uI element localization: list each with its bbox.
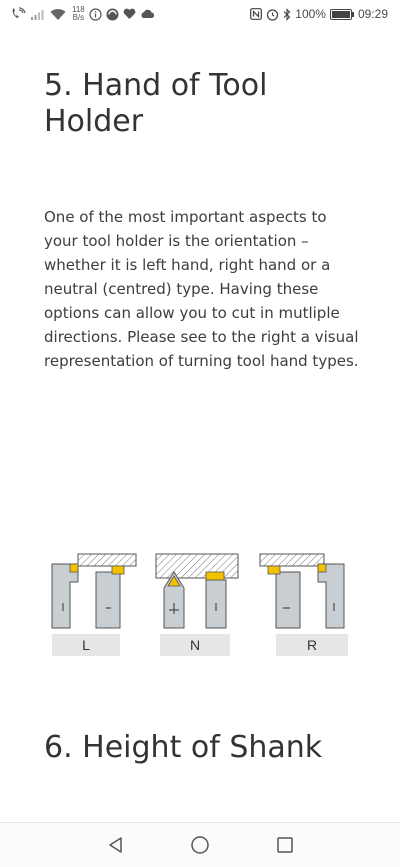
recents-icon[interactable] bbox=[275, 835, 295, 855]
browser-icon bbox=[106, 8, 119, 21]
cloud-icon bbox=[140, 9, 155, 19]
wifi-calling-icon bbox=[10, 7, 26, 21]
bluetooth-icon bbox=[283, 8, 291, 21]
network-speed: 118 B/s bbox=[72, 5, 85, 22]
label-neutral: N bbox=[160, 634, 230, 656]
alarm-icon bbox=[266, 8, 279, 21]
battery-percent: 100% bbox=[295, 7, 326, 21]
heart-icon bbox=[123, 8, 136, 20]
label-right-hand: R bbox=[276, 634, 348, 656]
neutral-tool-illustration bbox=[156, 554, 238, 628]
wifi-icon bbox=[50, 8, 66, 21]
section-paragraph: One of the most important aspects to your tool holder is the orientation – whether it is left hand, right hand or a neutral (centred) type. Having these options can allow you to cut in mutliple directions. Please see to the right a visual representation of turning tool hand types. bbox=[44, 208, 359, 370]
section-heading-hand-of-tool-holder: 5. Hand of Tool Holder bbox=[44, 68, 268, 139]
signal-icon bbox=[30, 8, 46, 20]
system-navigation-bar bbox=[0, 822, 400, 867]
status-bar bbox=[0, 0, 400, 30]
right-hand-tool-illustration bbox=[260, 554, 344, 628]
home-icon[interactable] bbox=[190, 835, 210, 855]
battery-icon bbox=[330, 9, 352, 20]
nfc-icon bbox=[250, 8, 262, 20]
back-icon[interactable] bbox=[106, 835, 126, 855]
tool-hand-illustrations bbox=[48, 548, 352, 634]
section-heading-height-of-shank: 6. Height of Shank bbox=[44, 730, 323, 765]
label-left-hand: L bbox=[52, 634, 120, 656]
tool-hand-diagram bbox=[48, 548, 352, 660]
info-icon bbox=[89, 8, 102, 21]
clock: 09:29 bbox=[357, 7, 388, 21]
left-hand-tool-illustration bbox=[52, 554, 136, 628]
